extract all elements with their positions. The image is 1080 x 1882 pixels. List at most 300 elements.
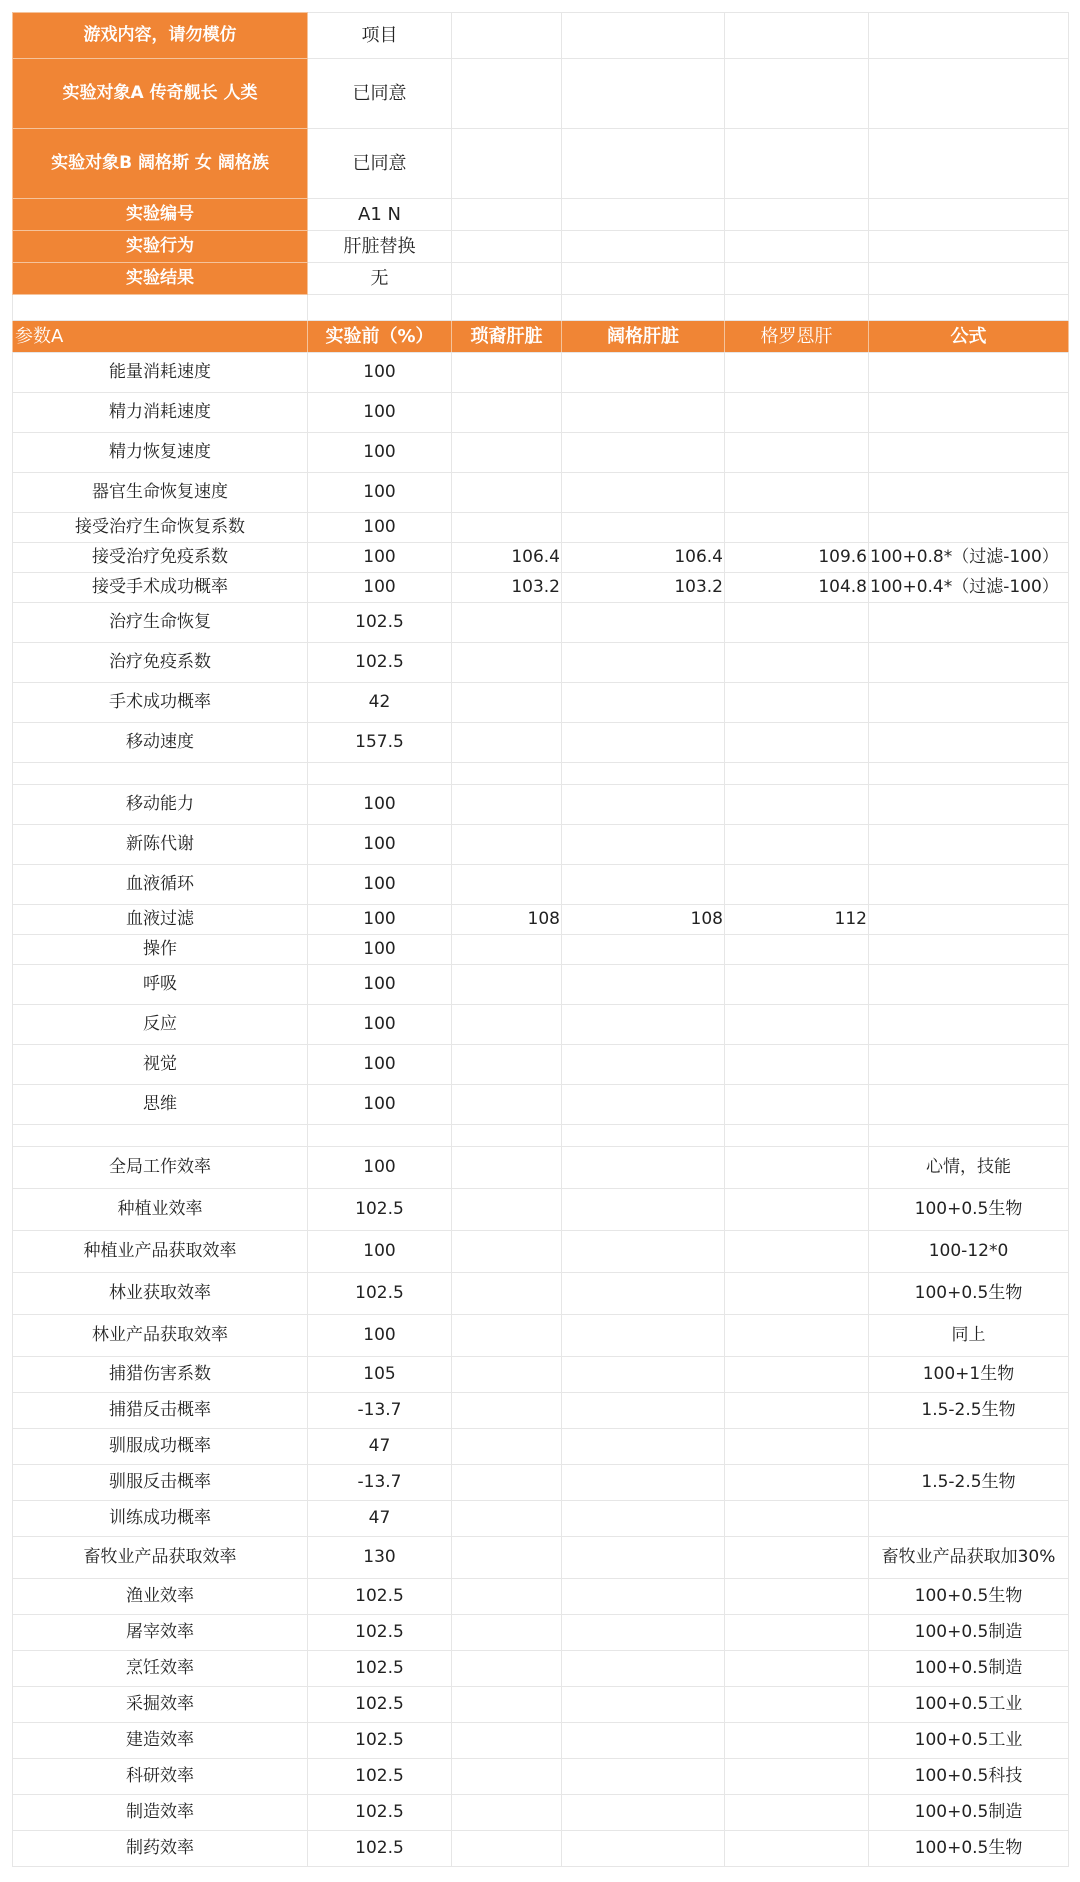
param-name: 采掘效率 [13,1687,308,1723]
formula-cell: 100+0.4*（过滤-100） [869,573,1069,603]
kuoge-liver-value [562,1723,725,1759]
table-row [13,1651,1069,1687]
table-row [13,543,1069,573]
formula-cell: 100+0.5科技 [869,1759,1069,1795]
param-name: 视觉 [13,1045,308,1085]
groen-liver-value [725,513,869,543]
empty-cell [452,13,562,59]
kuoge-liver-value [562,1615,725,1651]
empty-cell [725,231,869,263]
table-row [13,1147,1069,1189]
groen-liver-value [725,1393,869,1429]
groen-liver-value [725,353,869,393]
formula-cell [869,513,1069,543]
kuoge-liver-value [562,825,725,865]
before-value: 100 [308,543,452,573]
param-name: 血液过滤 [13,905,308,935]
suoyi-liver-value [452,1045,562,1085]
table-row [13,1315,1069,1357]
kuoge-liver-value [562,785,725,825]
param-name: 移动速度 [13,723,308,763]
table-row [13,825,1069,865]
kuoge-liver-value [562,1687,725,1723]
formula-cell [869,1501,1069,1537]
kuoge-liver-value [562,935,725,965]
empty-cell [13,763,308,785]
kuoge-liver-value [562,1537,725,1579]
groen-liver-value [725,433,869,473]
kuoge-liver-value [562,865,725,905]
before-value: 100 [308,393,452,433]
before-value: 102.5 [308,643,452,683]
param-name: 驯服反击概率 [13,1465,308,1501]
empty-cell [452,59,562,129]
table-row [13,1579,1069,1615]
groen-liver-value [725,1273,869,1315]
empty-cell [562,1125,725,1147]
table-row [13,603,1069,643]
before-value: 100 [308,965,452,1005]
before-value: 100 [308,1315,452,1357]
suoyi-liver-value [452,1231,562,1273]
empty-cell [725,763,869,785]
suoyi-liver-value [452,935,562,965]
info-value: A1 N [308,199,452,231]
kuoge-liver-value [562,1429,725,1465]
header-cell: 实验前（%） [308,321,452,353]
groen-liver-value [725,825,869,865]
table-row [13,1465,1069,1501]
before-value: 47 [308,1429,452,1465]
param-name: 思维 [13,1085,308,1125]
info-label: 实验结果 [13,263,308,295]
kuoge-liver-value [562,1357,725,1393]
empty-cell [452,231,562,263]
kuoge-liver-value [562,643,725,683]
kuoge-liver-value [562,1273,725,1315]
before-value: 102.5 [308,1615,452,1651]
table-row [13,1429,1069,1465]
spreadsheet [12,12,1068,1867]
groen-liver-value [725,935,869,965]
empty-cell [869,199,1069,231]
suoyi-liver-value [452,1615,562,1651]
kuoge-liver-value [562,723,725,763]
groen-liver-value [725,1579,869,1615]
param-name: 接受治疗生命恢复系数 [13,513,308,543]
empty-cell [725,199,869,231]
table-row [13,683,1069,723]
kuoge-liver-value [562,513,725,543]
suoyi-liver-value [452,723,562,763]
formula-cell: 100+0.5工业 [869,1723,1069,1759]
info-row [13,129,1069,199]
suoyi-liver-value [452,1831,562,1867]
param-name: 手术成功概率 [13,683,308,723]
formula-cell [869,723,1069,763]
param-name: 器官生命恢复速度 [13,473,308,513]
table-row [13,1537,1069,1579]
param-name: 种植业效率 [13,1189,308,1231]
empty-cell [869,763,1069,785]
suoyi-liver-value [452,1393,562,1429]
groen-liver-value [725,1315,869,1357]
formula-cell: 100+0.5生物 [869,1189,1069,1231]
groen-liver-value [725,1615,869,1651]
table-row [13,965,1069,1005]
param-name: 治疗生命恢复 [13,603,308,643]
kuoge-liver-value [562,353,725,393]
table-row [13,573,1069,603]
table-row [13,1615,1069,1651]
before-value: 100 [308,1005,452,1045]
data-table [12,12,1069,1867]
groen-liver-value [725,1651,869,1687]
table-row [13,723,1069,763]
kuoge-liver-value: 103.2 [562,573,725,603]
before-value: 102.5 [308,1651,452,1687]
formula-cell [869,473,1069,513]
empty-cell [725,59,869,129]
param-name: 畜牧业产品获取效率 [13,1537,308,1579]
formula-cell [869,865,1069,905]
empty-cell [725,13,869,59]
header-cell: 琐裔肝脏 [452,321,562,353]
param-name: 制造效率 [13,1795,308,1831]
kuoge-liver-value [562,603,725,643]
param-name: 林业产品获取效率 [13,1315,308,1357]
groen-liver-value [725,1429,869,1465]
param-name: 精力消耗速度 [13,393,308,433]
groen-liver-value [725,1045,869,1085]
table-row [13,1501,1069,1537]
formula-cell: 100+0.5工业 [869,1687,1069,1723]
before-value: 102.5 [308,1273,452,1315]
param-name: 接受治疗免疫系数 [13,543,308,573]
table-row [13,1357,1069,1393]
kuoge-liver-value [562,1147,725,1189]
table-row [13,1231,1069,1273]
suoyi-liver-value: 103.2 [452,573,562,603]
table-row [13,865,1069,905]
formula-cell [869,393,1069,433]
header-cell: 阔格肝脏 [562,321,725,353]
groen-liver-value: 104.8 [725,573,869,603]
table-row [13,1005,1069,1045]
suoyi-liver-value [452,393,562,433]
before-value: 100 [308,353,452,393]
formula-cell [869,785,1069,825]
group-separator [13,1125,1069,1147]
info-value: 已同意 [308,129,452,199]
param-name: 制药效率 [13,1831,308,1867]
formula-cell: 1.5-2.5生物 [869,1393,1069,1429]
formula-cell [869,1429,1069,1465]
before-value: 100 [308,1147,452,1189]
groen-liver-value [725,865,869,905]
param-name: 精力恢复速度 [13,433,308,473]
table-row [13,1045,1069,1085]
before-value: 100 [308,1231,452,1273]
info-row [13,263,1069,295]
groen-liver-value [725,1357,869,1393]
suoyi-liver-value [452,1085,562,1125]
suoyi-liver-value: 106.4 [452,543,562,573]
groen-liver-value [725,1005,869,1045]
kuoge-liver-value [562,433,725,473]
empty-cell [869,1125,1069,1147]
kuoge-liver-value [562,1759,725,1795]
kuoge-liver-value [562,1651,725,1687]
groen-liver-value [725,1085,869,1125]
param-name: 林业获取效率 [13,1273,308,1315]
suoyi-liver-value [452,433,562,473]
kuoge-liver-value [562,1189,725,1231]
formula-cell: 同上 [869,1315,1069,1357]
suoyi-liver-value [452,1687,562,1723]
formula-cell: 100+0.5生物 [869,1579,1069,1615]
formula-cell: 100+0.5制造 [869,1795,1069,1831]
info-row [13,59,1069,129]
formula-cell [869,1005,1069,1045]
formula-cell: 100+0.5生物 [869,1831,1069,1867]
groen-liver-value [725,683,869,723]
param-name: 捕猎伤害系数 [13,1357,308,1393]
info-label: 实验行为 [13,231,308,263]
before-value: 102.5 [308,1831,452,1867]
param-name: 训练成功概率 [13,1501,308,1537]
kuoge-liver-value [562,1045,725,1085]
before-value: -13.7 [308,1465,452,1501]
group-separator [13,763,1069,785]
groen-liver-value [725,1759,869,1795]
table-row [13,1273,1069,1315]
empty-cell [452,263,562,295]
empty-cell [725,295,869,321]
formula-cell: 心情，技能 [869,1147,1069,1189]
kuoge-liver-value [562,1393,725,1429]
suoyi-liver-value [452,1273,562,1315]
header-cell: 参数A [13,321,308,353]
empty-cell [869,295,1069,321]
before-value: 102.5 [308,1687,452,1723]
formula-cell [869,603,1069,643]
groen-liver-value: 109.6 [725,543,869,573]
table-row [13,1687,1069,1723]
empty-cell [452,1125,562,1147]
formula-cell [869,1045,1069,1085]
table-row [13,1189,1069,1231]
header-cell: 格罗恩肝 [725,321,869,353]
info-label: 实验对象A 传奇舰长 人类 [13,59,308,129]
suoyi-liver-value [452,1357,562,1393]
formula-cell: 100+0.5制造 [869,1651,1069,1687]
info-label: 游戏内容，请勿模仿 [13,13,308,59]
empty-cell [452,763,562,785]
kuoge-liver-value [562,1315,725,1357]
formula-cell: 100+0.8*（过滤-100） [869,543,1069,573]
before-value: 102.5 [308,1189,452,1231]
kuoge-liver-value: 108 [562,905,725,935]
before-value: 100 [308,825,452,865]
kuoge-liver-value [562,1465,725,1501]
groen-liver-value [725,1537,869,1579]
kuoge-liver-value [562,1579,725,1615]
formula-cell [869,353,1069,393]
before-value: 102.5 [308,1723,452,1759]
empty-cell [869,129,1069,199]
param-name: 接受手术成功概率 [13,573,308,603]
kuoge-liver-value [562,473,725,513]
formula-cell: 1.5-2.5生物 [869,1465,1069,1501]
suoyi-liver-value [452,1005,562,1045]
groen-liver-value [725,1231,869,1273]
param-name: 反应 [13,1005,308,1045]
before-value: 102.5 [308,1759,452,1795]
before-value: 100 [308,473,452,513]
empty-cell [869,263,1069,295]
before-value: 47 [308,1501,452,1537]
empty-cell [452,129,562,199]
formula-cell [869,935,1069,965]
formula-cell: 100-12*0 [869,1231,1069,1273]
empty-cell [562,129,725,199]
before-value: -13.7 [308,1393,452,1429]
kuoge-liver-value [562,1795,725,1831]
table-row [13,1831,1069,1867]
before-value: 102.5 [308,1579,452,1615]
spacer-row [13,295,1069,321]
empty-cell [562,231,725,263]
formula-cell [869,433,1069,473]
before-value: 157.5 [308,723,452,763]
groen-liver-value [725,723,869,763]
header-cell: 公式 [869,321,1069,353]
table-row [13,433,1069,473]
formula-cell: 100+0.5制造 [869,1615,1069,1651]
empty-cell [13,295,308,321]
empty-cell [725,1125,869,1147]
before-value: 130 [308,1537,452,1579]
groen-liver-value [725,785,869,825]
param-name: 建造效率 [13,1723,308,1759]
formula-cell [869,643,1069,683]
info-value: 肝脏替换 [308,231,452,263]
groen-liver-value [725,1831,869,1867]
table-row [13,393,1069,433]
before-value: 100 [308,1085,452,1125]
kuoge-liver-value [562,1085,725,1125]
formula-cell [869,965,1069,1005]
table-row [13,785,1069,825]
groen-liver-value: 112 [725,905,869,935]
info-row [13,231,1069,263]
suoyi-liver-value [452,513,562,543]
suoyi-liver-value [452,353,562,393]
kuoge-liver-value [562,393,725,433]
suoyi-liver-value [452,1501,562,1537]
suoyi-liver-value [452,1795,562,1831]
table-row [13,1723,1069,1759]
param-name: 呼吸 [13,965,308,1005]
before-value: 100 [308,935,452,965]
empty-cell [725,263,869,295]
empty-cell [869,231,1069,263]
param-name: 移动能力 [13,785,308,825]
kuoge-liver-value: 106.4 [562,543,725,573]
param-name: 新陈代谢 [13,825,308,865]
table-row [13,935,1069,965]
table-row [13,643,1069,683]
kuoge-liver-value [562,1831,725,1867]
formula-cell [869,1085,1069,1125]
empty-cell [308,295,452,321]
empty-cell [452,199,562,231]
param-name: 烹饪效率 [13,1651,308,1687]
info-row [13,13,1069,59]
groen-liver-value [725,965,869,1005]
kuoge-liver-value [562,683,725,723]
empty-cell [562,199,725,231]
before-value: 100 [308,513,452,543]
empty-cell [562,295,725,321]
groen-liver-value [725,1795,869,1831]
before-value: 100 [308,905,452,935]
before-value: 100 [308,433,452,473]
suoyi-liver-value [452,785,562,825]
formula-cell: 100+1生物 [869,1357,1069,1393]
param-name: 渔业效率 [13,1579,308,1615]
formula-cell [869,905,1069,935]
suoyi-liver-value [452,1723,562,1759]
table-row [13,1085,1069,1125]
kuoge-liver-value [562,1501,725,1537]
suoyi-liver-value [452,473,562,513]
table-row [13,1795,1069,1831]
formula-cell [869,825,1069,865]
groen-liver-value [725,393,869,433]
param-name: 科研效率 [13,1759,308,1795]
suoyi-liver-value [452,643,562,683]
suoyi-liver-value [452,865,562,905]
suoyi-liver-value [452,1651,562,1687]
empty-cell [562,59,725,129]
groen-liver-value [725,1147,869,1189]
suoyi-liver-value [452,965,562,1005]
groen-liver-value [725,1501,869,1537]
param-name: 治疗免疫系数 [13,643,308,683]
param-name: 血液循环 [13,865,308,905]
empty-cell [308,763,452,785]
param-name: 捕猎反击概率 [13,1393,308,1429]
formula-cell: 100+0.5生物 [869,1273,1069,1315]
header-row [13,321,1069,353]
formula-cell [869,683,1069,723]
info-label: 实验编号 [13,199,308,231]
empty-cell [13,1125,308,1147]
groen-liver-value [725,603,869,643]
table-row [13,353,1069,393]
before-value: 102.5 [308,603,452,643]
groen-liver-value [725,1189,869,1231]
formula-cell: 畜牧业产品获取加30% [869,1537,1069,1579]
groen-liver-value [725,473,869,513]
info-value: 已同意 [308,59,452,129]
info-value: 无 [308,263,452,295]
empty-cell [562,763,725,785]
param-name: 屠宰效率 [13,1615,308,1651]
groen-liver-value [725,1687,869,1723]
